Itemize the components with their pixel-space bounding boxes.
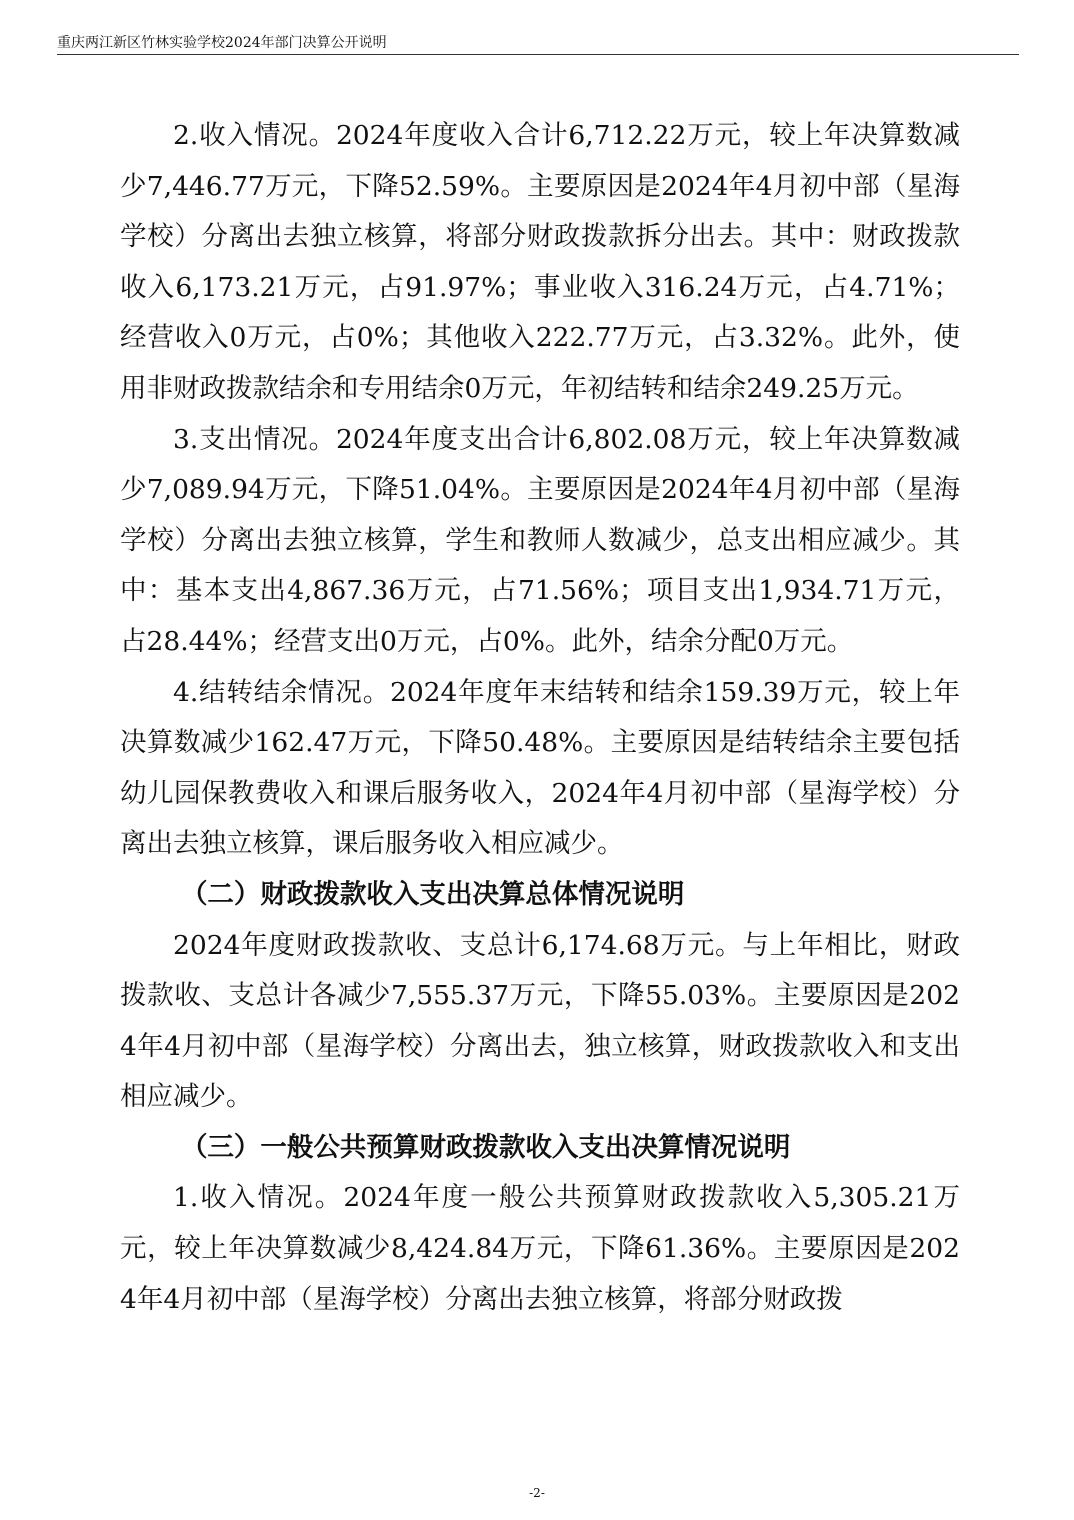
- paragraph-general-budget-income: 1.收入情况。2024年度一般公共预算财政拨款收入5,305.21万元，较上年决算数减少8,424.84万元，下降61.36%。主要原因是2024年4月初中部（星海学校）分离出去独立核算，将部分财政拨: [120, 1182, 960, 1315]
- paragraph-expenditure: 3.支出情况。2024年度支出合计6,802.08万元，较上年决算数减少7,089.94万元，下降51.04%。主要原因是2024年4月初中部（星海学校）分离出去独立核算，学生和教师人数减少，总支出相应减少。其中：基本支出4,867.36万元，占71.56%；项目支出1,934.71万元，占28.44%；经营支出0万元，占0%。此外，结余分配0万元。: [120, 423, 960, 657]
- document-body: [120, 111, 960, 1325]
- page-header: [57, 30, 1019, 55]
- page-number: -2-: [529, 1486, 545, 1500]
- header-title: 重庆两江新区竹林实验学校2024年部门决算公开说明: [57, 35, 387, 51]
- section-heading-general-budget: （三）一般公共预算财政拨款收入支出决算情况说明: [180, 1131, 791, 1163]
- paragraph-fiscal-overview: 2024年度财政拨款收、支总计6,174.68万元。与上年相比，财政拨款收、支总计各减少7,555.37万元，下降55.03%。主要原因是2024年4月初中部（星海学校）分离出去，独立核算，财政拨款收入和支出相应减少。: [120, 929, 960, 1113]
- paragraph-carryover: 4.结转结余情况。2024年度年末结转和结余159.39万元，较上年决算数减少162.47万元，下降50.48%。主要原因是结转结余主要包括幼儿园保教费收入和课后服务收入，2024年4月初中部（星海学校）分离出去独立核算，课后服务收入相应减少。: [120, 676, 960, 860]
- section-heading-fiscal-overview: （二）财政拨款收入支出决算总体情况说明: [180, 878, 685, 910]
- paragraph-income: 2.收入情况。2024年度收入合计6,712.22万元，较上年决算数减少7,446.77万元，下降52.59%。主要原因是2024年4月初中部（星海学校）分离出去独立核算，将部分财政拨款拆分出去。其中：财政拨款收入6,173.21万元，占91.97%；事业收入316.24万元，占4.71%；经营收入0万元，占0%；其他收入222.77万元，占3.32%。此外，使用非财政拨款结余和专用结余0万元，年初结转和结余249.25万元。: [120, 120, 960, 404]
